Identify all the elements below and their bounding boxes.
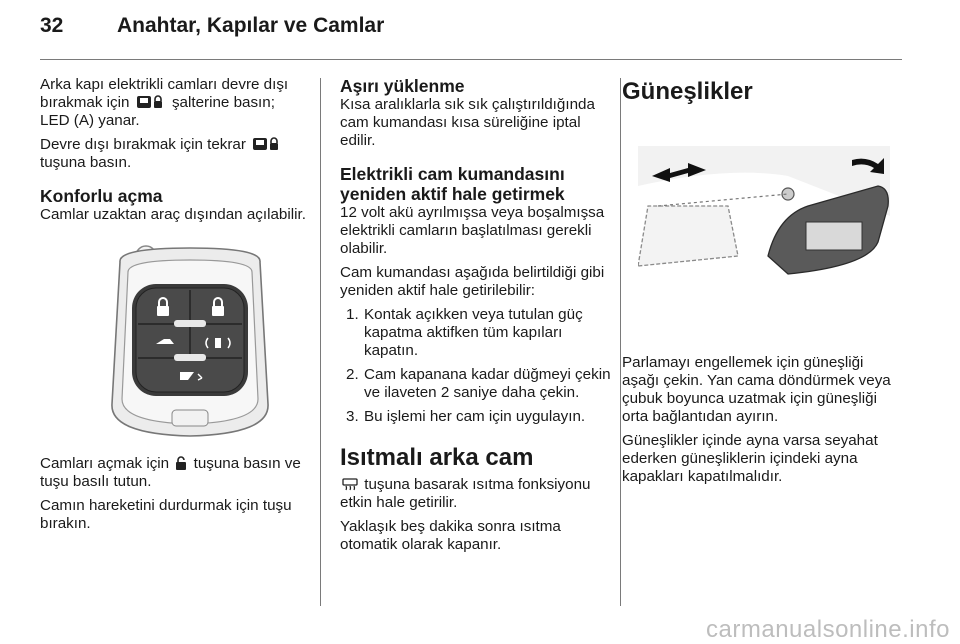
header-rule xyxy=(40,59,902,60)
page-header xyxy=(40,14,920,48)
reactivation-steps xyxy=(340,306,612,426)
heading-heated-rear-window: Isıtmalı arka cam xyxy=(340,444,534,471)
window-lock-icon xyxy=(252,137,282,151)
page-title: Anahtar, Kapılar ve Camlar xyxy=(117,14,385,37)
paragraph-heater-activate: tuşuna basarak ısıtma fonksiyonu etkin hale getirilir. xyxy=(340,476,591,511)
window-lock-icon xyxy=(136,95,166,109)
list-item: 3. Bu işlemi her cam için uygulayın. xyxy=(346,408,586,425)
heading-reactivate: Elektrikli cam kumandasını yeniden aktif hale getirmek xyxy=(340,164,565,204)
paragraph-heater-auto-off: Yaklaşık beş dakika sonra ısıtma otomatik olarak kapanır. xyxy=(340,518,561,553)
paragraph-overload: Kısa aralıklarla sık sık çalıştırıldığında cam kumandası kısa süreliğine iptal edilir. xyxy=(340,96,595,149)
page-number: 32 xyxy=(40,14,64,37)
unlock-icon xyxy=(175,456,187,470)
heading-sunvisors: Güneşlikler xyxy=(622,78,753,105)
sunvisor-figure xyxy=(638,146,890,306)
column-2 xyxy=(340,76,612,560)
paragraph-battery-disconnect: 12 volt akü ayrılmışsa veya boşalmışsa elektrikli camların başlatılması gerekli olabilir. xyxy=(340,204,605,257)
paragraph-comfort-opening: Camlar uzaktan araç dışından açılabilir. xyxy=(40,206,306,223)
paragraph-reenable: Devre dışı bırakmak için tekrar tuşuna basın. xyxy=(40,136,306,172)
column-3 xyxy=(622,76,902,492)
watermark: carmanualsonline.info xyxy=(706,616,950,643)
paragraph-disable-rear-windows: Arka kapı elektrikli camları devre dışı bırakmak için şalterine basın; LED (A) yanar. xyxy=(40,76,289,129)
paragraph-mirror-covers: Güneşlikler içinde ayna varsa seyahat ederken güneşliklerin içindeki ayna kapakları kapatılmalıdır. xyxy=(622,432,878,485)
heading-overload: Aşırı yüklenme xyxy=(340,76,465,96)
list-item: 1. Kontak açıkken veya tutulan güç kapatma aktifken tüm kapıları kapatın. xyxy=(346,306,583,359)
paragraph-open-windows: Camları açmak için tuşuna basın ve tuşu basılı tutun. xyxy=(40,455,301,490)
footer xyxy=(0,612,960,642)
column-divider-1 xyxy=(320,78,321,606)
key-fob-illustration xyxy=(40,244,306,439)
heading-comfort-opening: Konforlu açma xyxy=(40,186,163,206)
sunvisor-illustration xyxy=(638,146,890,306)
column-1 xyxy=(40,76,306,539)
paragraph-reactivation-intro: Cam kumandası aşağıda belirtildiği gibi yeniden aktif hale getirilebilir: xyxy=(340,264,605,299)
column-divider-2 xyxy=(620,78,621,606)
list-item: 2. Cam kapanana kadar düğmeyi çekin ve ilaveten 2 saniye daha çekin. xyxy=(346,366,611,401)
key-fob-figure xyxy=(40,244,306,439)
paragraph-stop-movement: Camın hareketini durdurmak için tuşu bırakın. xyxy=(40,497,292,532)
rear-window-heater-icon xyxy=(342,477,358,491)
paragraph-sunvisor-use: Parlamayı engellemek için güneşliği aşağı çekin. Yan cama döndürmek veya çubuk boyunca uzatmak için güneşliği orta bağlantıdan ayırın. xyxy=(622,354,891,425)
